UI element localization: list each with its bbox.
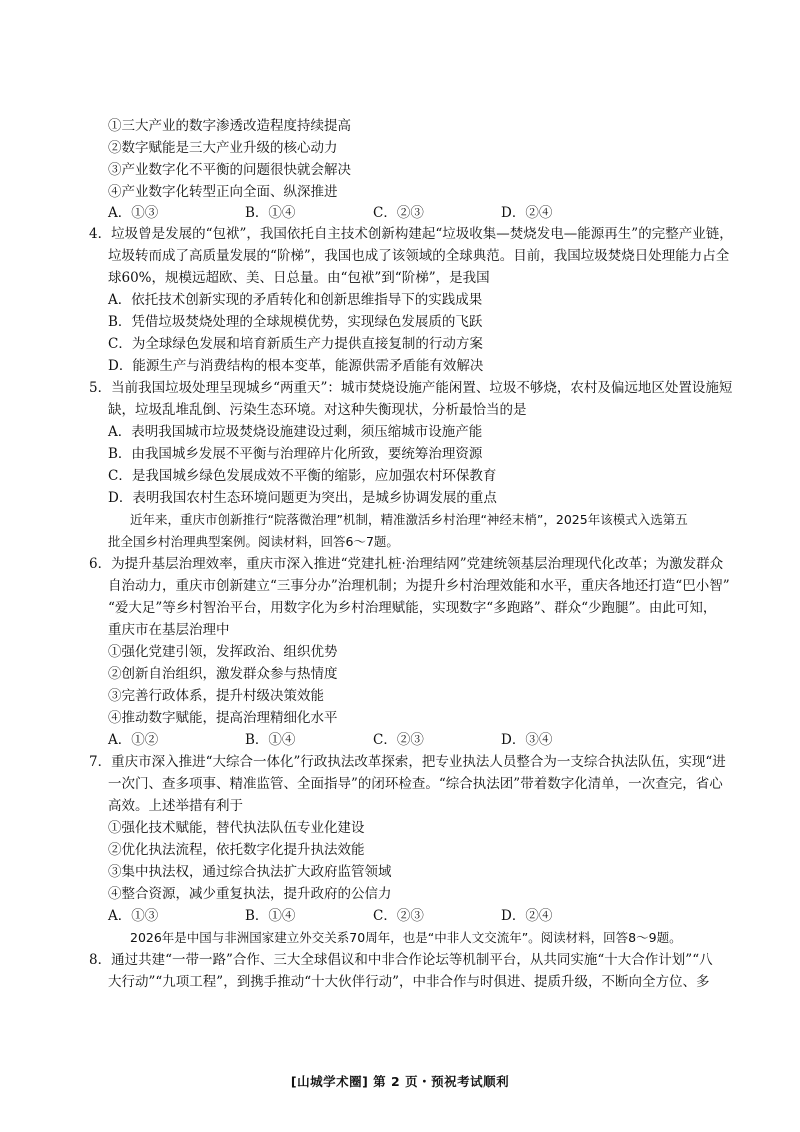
q4-stem-2: 垃圾转而成了高质量发展的“阶梯”，我国也成了该领域的全球典范。目前，我国垃圾焚烧日处理能力占全 xyxy=(108,248,730,264)
q4-option-d: D．能源生产与消费结构的根本变革，能源供需矛盾能有效解决 xyxy=(108,358,484,374)
q6-option-a: A．①② xyxy=(108,732,159,748)
q6-option-c: C．②③ xyxy=(373,732,424,748)
q7-stem-2: 一次门、查多项事、精准监管、全面指导”的闭环检查。“综合执法团”带着数字化清单，一次查完，省心 xyxy=(108,776,723,792)
q3-option-b: B．①④ xyxy=(245,205,296,221)
q4-stem-3: 球60%，规模远超欧、美、日总量。由“包袱”到“阶梯”，是我国 xyxy=(108,270,490,286)
q3-option-a: A．①③ xyxy=(108,205,159,221)
q5-option-b: B．由我国城乡发展不平衡与治理碎片化所致，要统筹治理资源 xyxy=(108,446,483,462)
q7-option-a: A．①③ xyxy=(108,908,159,924)
q7-option-c: C．②③ xyxy=(373,908,424,924)
material-intro-1-line-1: 近年来，重庆市创新推行“院落微治理”机制，精准激活乡村治理“神经末梢”，2025年该模式入选第五 xyxy=(130,512,688,527)
q4-option-c: C．为全球绿色发展和培育新质生产力提供直接复制的行动方案 xyxy=(108,336,483,352)
q3-options xyxy=(108,203,708,223)
q3-item-1: ①三大产业的数字渗透改造程度持续提高 xyxy=(108,118,351,134)
q6-stem-3: “爱大足”等乡村智治平台，用数字化为乡村治理赋能，实现数字“多跑路”、群众“少跑腿”。由此可知， xyxy=(108,600,717,616)
q7-item-2: ②优化执法流程，依托数字化提升执法效能 xyxy=(108,842,365,858)
q3-item-2: ②数字赋能是三大产业升级的核心动力 xyxy=(108,140,338,156)
q7-stem-1: 7．重庆市深入推进“大综合一体化”行政执法改革探索，把专业执法人员整合为一支综合执法队伍，实现“进 xyxy=(89,754,726,770)
q5-stem-1: 5．当前我国垃圾处理呈现城乡“两重天”：城市焚烧设施产能闲置、垃圾不够烧，农村及偏远地区处置设施短 xyxy=(89,380,733,396)
q4-stem-1: 4．垃圾曾是发展的“包袱”，我国依托自主技术创新构建起“垃圾收集—焚烧发电—能源再生”的完整产业链， xyxy=(89,226,733,242)
q6-item-3: ③完善行政体系，提升村级决策效能 xyxy=(108,688,324,704)
q5-option-a: A．表明我国城市垃圾焚烧设施建设过剩，须压缩城市设施产能 xyxy=(108,424,483,440)
q7-item-1: ①强化技术赋能，替代执法队伍专业化建设 xyxy=(108,820,365,836)
q5-option-d: D．表明我国农村生态环境问题更为突出，是城乡协调发展的重点 xyxy=(108,490,497,506)
q6-stem-1: 6．为提升基层治理效率，重庆市深入推进“党建扎桩·治理结网”党建统领基层治理现代化改革；为激发群众 xyxy=(89,556,724,572)
q6-item-1: ①强化党建引领，发挥政治、组织优势 xyxy=(108,644,338,660)
q7-option-d: D．②④ xyxy=(501,908,553,924)
q3-item-4: ④产业数字化转型正向全面、纵深推进 xyxy=(108,184,338,200)
q6-option-d: D．③④ xyxy=(501,732,553,748)
q3-option-c: C．②③ xyxy=(373,205,424,221)
q8-stem-1: 8．通过共建“一带一路”合作、三大全球倡议和中非合作论坛等机制平台，从共同实施“十大合作计划”“八 xyxy=(89,952,713,968)
q6-item-4: ④推动数字赋能，提高治理精细化水平 xyxy=(108,710,338,726)
q7-item-4: ④整合资源，减少重复执法，提升政府的公信力 xyxy=(108,886,392,902)
q7-stem-3: 高效。上述举措有利于 xyxy=(108,798,243,814)
q3-option-d: D．②④ xyxy=(501,205,553,221)
q7-item-3: ③集中执法权，通过综合执法扩大政府监管领域 xyxy=(108,864,392,880)
q6-options xyxy=(108,730,708,750)
q5-stem-2: 缺，垃圾乱堆乱倒、污染生态环境。对这种失衡现状，分析最恰当的是 xyxy=(108,402,527,418)
q5-option-c: C．是我国城乡绿色发展成效不平衡的缩影，应加强农村环保教育 xyxy=(108,468,497,484)
q6-item-2: ②创新自治组织，激发群众参与热情度 xyxy=(108,666,338,682)
q6-stem-4: 重庆市在基层治理中 xyxy=(108,622,230,638)
q4-option-a: A．依托技术创新实现的矛盾转化和创新思维指导下的实践成果 xyxy=(108,292,483,308)
q7-option-b: B．①④ xyxy=(245,908,296,924)
page-footer: [山城学术圈] 第 2 页・预祝考试顺利 xyxy=(290,1074,510,1089)
q8-stem-2: 大行动”“九项工程”，到携手推动“十大伙伴行动”，中非合作与时俱进、提质升级，不断向全方位、多 xyxy=(108,974,710,990)
material-intro-2: 2026年是中国与非洲国家建立外交关系70周年，也是“中非人文交流年”。阅读材料，回答8～9题。 xyxy=(130,930,682,945)
material-intro-1-line-2: 批全国乡村治理典型案例。阅读材料，回答6～7题。 xyxy=(108,534,399,549)
q6-option-b: B．①④ xyxy=(245,732,296,748)
q3-item-3: ③产业数字化不平衡的问题很快就会解决 xyxy=(108,162,351,178)
q4-option-b: B．凭借垃圾焚烧处理的全球规模优势，实现绿色发展质的飞跃 xyxy=(108,314,483,330)
q7-options xyxy=(108,906,708,926)
q6-stem-2: 自治动力，重庆市创新建立“三事分办”治理机制；为提升乡村治理效能和水平，重庆各地还打造“巴小智” xyxy=(108,578,730,594)
